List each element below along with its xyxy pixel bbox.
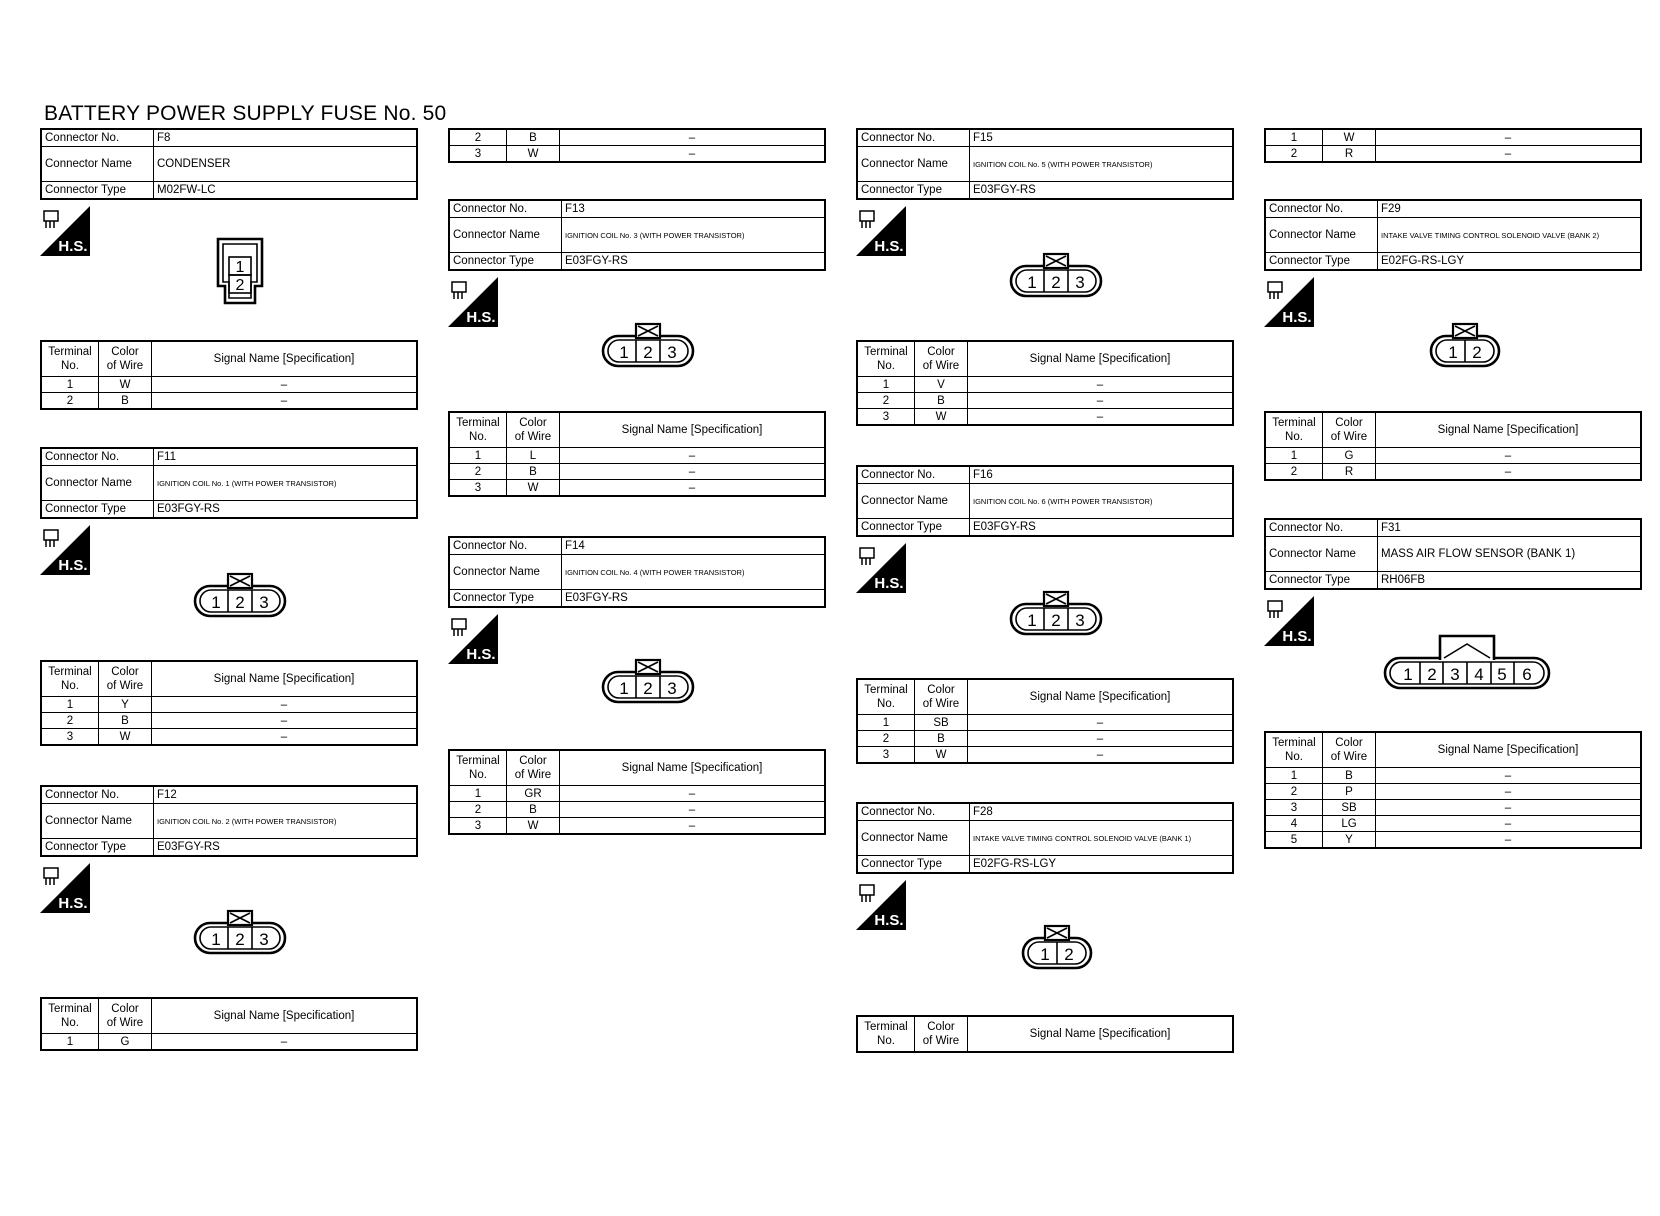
table-row: 1 W – (41, 377, 417, 393)
pin-label: 2 (1051, 273, 1061, 292)
table-row: 2 R – (1265, 464, 1641, 481)
connector-type-value: RH06FB (1378, 572, 1642, 590)
harness-side-icon (856, 880, 906, 930)
pin-label: 6 (1522, 665, 1532, 684)
pin-label: 1 (1027, 273, 1037, 292)
terminal-table (448, 411, 826, 497)
connector-info-table (856, 128, 1234, 200)
harness-side-icon (40, 863, 90, 913)
connector-no-value: F14 (562, 537, 826, 555)
connector-name-value: IGNITION COIL No. 1 (WITH POWER TRANSISTOR) (154, 466, 418, 501)
connector-block-f13 (448, 199, 826, 271)
terminal-table-f11 (40, 660, 418, 746)
pin-label: 1 (1403, 665, 1413, 684)
hs-badge-text: H.S. (58, 895, 88, 912)
connector-type-value: M02FW-LC (154, 182, 418, 200)
hs-badge-text: H.S. (58, 238, 88, 255)
terminal-table (1264, 411, 1642, 481)
connector-no-value: F13 (562, 200, 826, 218)
terminal-table-f12 (40, 997, 418, 1051)
label-connector-type: Connector Type (857, 519, 970, 537)
table-row: 3 W – (41, 729, 417, 746)
label-connector-no: Connector No. (1265, 519, 1378, 537)
connector-name-value: IGNITION COIL No. 2 (WITH POWER TRANSISTOR) (154, 804, 418, 839)
hs-badge-text: H.S. (1282, 309, 1312, 326)
connector-info-table (40, 785, 418, 857)
connector-info-table (448, 199, 826, 271)
label-connector-name: Connector Name (1265, 537, 1378, 572)
label-connector-no: Connector No. (41, 129, 154, 147)
connector-name-value: IGNITION COIL No. 6 (WITH POWER TRANSISTOR) (970, 484, 1234, 519)
connector-face-f14 (600, 656, 696, 706)
connector-block-f12 (40, 785, 418, 857)
header-terminal-no: Terminal No. (1265, 412, 1323, 448)
table-row: 1 L – (449, 448, 825, 464)
terminal-table-f15 (856, 340, 1234, 426)
connector-face-f12 (192, 907, 288, 957)
connector-face-f13 (600, 320, 696, 370)
table-row: 1 W – (1265, 129, 1641, 146)
label-connector-name: Connector Name (449, 218, 562, 253)
table-row: 2 B – (857, 393, 1233, 409)
connector-info-table (40, 128, 418, 200)
pin-label: 3 (667, 343, 677, 362)
connector-no-value: F16 (970, 466, 1234, 484)
table-row: 5 Y – (1265, 832, 1641, 849)
header-color-of-wire: Color of Wire (1323, 732, 1376, 768)
pin-label: 1 (1448, 343, 1458, 362)
connector-name-value: IGNITION COIL No. 5 (WITH POWER TRANSISTOR) (970, 147, 1234, 182)
table-row: 1 GR – (449, 786, 825, 802)
pin-label: 3 (667, 679, 677, 698)
header-color-of-wire: Color of Wire (915, 1016, 968, 1052)
header-terminal-no: Terminal No. (41, 341, 99, 377)
connector-face-f8 (215, 236, 265, 306)
table-row: 3 W – (449, 818, 825, 835)
pin-label: 3 (259, 593, 269, 612)
table-row: 2 B – (41, 713, 417, 729)
connector-block-f15 (856, 128, 1234, 200)
hs-badge-text: H.S. (1282, 628, 1312, 645)
hs-badge-text: H.S. (466, 646, 496, 663)
table-row: 3 W – (449, 146, 825, 163)
header-terminal-no: Terminal No. (41, 661, 99, 697)
header-signal-name: Signal Name [Specification] (968, 679, 1234, 715)
pin-label: 3 (259, 930, 269, 949)
terminal-table (856, 340, 1234, 426)
hs-badge-text: H.S. (874, 575, 904, 592)
label-connector-name: Connector Name (857, 821, 970, 856)
connector-type-value: E03FGY-RS (562, 590, 826, 608)
connector-info-table (1264, 518, 1642, 590)
connector-face-f15 (1008, 250, 1104, 300)
terminal-table-f14 (448, 749, 826, 835)
pin-label: 5 (1497, 665, 1507, 684)
pin-label: 1 (1040, 945, 1050, 964)
connector-face-f11 (192, 570, 288, 620)
connector-no-value: F31 (1378, 519, 1642, 537)
pin-label: 2 (235, 930, 245, 949)
pin-label: 2 (235, 593, 245, 612)
header-signal-name: Signal Name [Specification] (968, 1016, 1234, 1052)
header-signal-name: Signal Name [Specification] (1376, 732, 1642, 768)
connector-type-value: E03FGY-RS (154, 839, 418, 857)
harness-side-icon (1264, 596, 1314, 646)
connector-no-value: F28 (970, 803, 1234, 821)
label-connector-type: Connector Type (857, 856, 970, 874)
connector-name-value: IGNITION COIL No. 3 (WITH POWER TRANSISTOR) (562, 218, 826, 253)
table-row: 3 SB – (1265, 800, 1641, 816)
hs-badge-text: H.S. (874, 238, 904, 255)
connector-name-value: MASS AIR FLOW SENSOR (BANK 1) (1378, 537, 1642, 572)
connector-face-f31 (1382, 632, 1552, 692)
connector-info-table (1264, 199, 1642, 271)
table-row: 2 B – (449, 464, 825, 480)
header-color-of-wire: Color of Wire (507, 412, 560, 448)
connector-no-value: F12 (154, 786, 418, 804)
header-color-of-wire: Color of Wire (507, 750, 560, 786)
pin-label: 1 (211, 930, 221, 949)
pin-label: 3 (1450, 665, 1460, 684)
terminal-table (40, 660, 418, 746)
terminal-table (1264, 128, 1642, 163)
harness-side-icon (40, 206, 90, 256)
connector-no-value: F29 (1378, 200, 1642, 218)
header-color-of-wire: Color of Wire (99, 998, 152, 1034)
header-color-of-wire: Color of Wire (99, 341, 152, 377)
harness-side-icon (448, 614, 498, 664)
table-row: 1 G – (1265, 448, 1641, 464)
connector-no-value: F15 (970, 129, 1234, 147)
harness-side-icon (448, 277, 498, 327)
connector-name-value: INTAKE VALVE TIMING CONTROL SOLENOID VALVE (BANK 1) (970, 821, 1234, 856)
pin-label: 2 (1051, 611, 1061, 630)
table-row: 3 W – (857, 747, 1233, 764)
connector-type-value: E03FGY-RS (970, 182, 1234, 200)
table-row: 4 LG – (1265, 816, 1641, 832)
header-signal-name: Signal Name [Specification] (560, 412, 826, 448)
connector-block-f29 (1264, 199, 1642, 271)
pin-label: 2 (235, 277, 245, 294)
table-row: 2 R – (1265, 146, 1641, 163)
harness-side-icon (856, 543, 906, 593)
connector-face-f28 (1020, 922, 1094, 972)
header-color-of-wire: Color of Wire (99, 661, 152, 697)
header-terminal-no: Terminal No. (857, 341, 915, 377)
label-connector-name: Connector Name (857, 484, 970, 519)
connector-info-table (856, 802, 1234, 874)
header-color-of-wire: Color of Wire (915, 341, 968, 377)
hs-badge-text: H.S. (58, 557, 88, 574)
header-signal-name: Signal Name [Specification] (152, 341, 418, 377)
label-connector-no: Connector No. (857, 466, 970, 484)
connector-type-value: E03FGY-RS (970, 519, 1234, 537)
terminal-table (856, 678, 1234, 764)
label-connector-name: Connector Name (41, 466, 154, 501)
label-connector-no: Connector No. (449, 537, 562, 555)
table-row: 2 B – (857, 731, 1233, 747)
connector-info-table (448, 536, 826, 608)
connector-type-value: E02FG-RS-LGY (970, 856, 1234, 874)
label-connector-no: Connector No. (1265, 200, 1378, 218)
header-signal-name: Signal Name [Specification] (152, 661, 418, 697)
label-connector-name: Connector Name (1265, 218, 1378, 253)
connector-face-f29 (1428, 320, 1502, 370)
terminal-table-f16 (856, 678, 1234, 764)
label-connector-type: Connector Type (1265, 572, 1378, 590)
terminal-table-f8 (40, 340, 418, 410)
table-row: 2 B – (449, 802, 825, 818)
table-row: 1 Y – (41, 697, 417, 713)
connector-info-table (856, 465, 1234, 537)
label-connector-type: Connector Type (41, 501, 154, 519)
label-connector-type: Connector Type (1265, 253, 1378, 271)
terminal-table (448, 128, 826, 163)
pin-label: 2 (1064, 945, 1074, 964)
label-connector-no: Connector No. (41, 448, 154, 466)
pin-label: 2 (1472, 343, 1482, 362)
connector-no-value: F11 (154, 448, 418, 466)
terminal-table-f31 (1264, 731, 1642, 849)
terminal-table (40, 340, 418, 410)
connector-type-value: E03FGY-RS (562, 253, 826, 271)
label-connector-name: Connector Name (41, 804, 154, 839)
connector-name-value: INTAKE VALVE TIMING CONTROL SOLENOID VALVE (BANK 2) (1378, 218, 1642, 253)
connector-info-table (40, 447, 418, 519)
label-connector-no: Connector No. (41, 786, 154, 804)
pin-label: 3 (1075, 273, 1085, 292)
page-title: BATTERY POWER SUPPLY FUSE No. 50 (44, 102, 447, 125)
label-connector-type: Connector Type (41, 839, 154, 857)
header-color-of-wire: Color of Wire (915, 679, 968, 715)
header-terminal-no: Terminal No. (41, 998, 99, 1034)
hs-badge-text: H.S. (466, 309, 496, 326)
hs-badge-text: H.S. (874, 912, 904, 929)
label-connector-no: Connector No. (857, 129, 970, 147)
connector-block-f11 (40, 447, 418, 519)
harness-side-icon (856, 206, 906, 256)
table-row: 2 P – (1265, 784, 1641, 800)
label-connector-type: Connector Type (857, 182, 970, 200)
terminal-table (1264, 731, 1642, 849)
table-row: 1 V – (857, 377, 1233, 393)
header-signal-name: Signal Name [Specification] (152, 998, 418, 1034)
table-row: 1 SB – (857, 715, 1233, 731)
label-connector-type: Connector Type (41, 182, 154, 200)
harness-side-icon (1264, 277, 1314, 327)
pin-label: 1 (619, 343, 629, 362)
header-terminal-no: Terminal No. (449, 412, 507, 448)
table-row: 2 B – (41, 393, 417, 410)
table-row: 1 G – (41, 1034, 417, 1051)
connector-name-value: IGNITION COIL No. 4 (WITH POWER TRANSISTOR) (562, 555, 826, 590)
label-connector-name: Connector Name (857, 147, 970, 182)
connector-block-f8 (40, 128, 418, 200)
pin-label: 2 (643, 343, 653, 362)
header-terminal-no: Terminal No. (857, 679, 915, 715)
header-terminal-no: Terminal No. (1265, 732, 1323, 768)
connector-type-value: E03FGY-RS (154, 501, 418, 519)
connector-block-f31 (1264, 518, 1642, 590)
header-signal-name: Signal Name [Specification] (1376, 412, 1642, 448)
pin-label: 2 (1427, 665, 1437, 684)
header-signal-name: Signal Name [Specification] (968, 341, 1234, 377)
connector-type-value: E02FG-RS-LGY (1378, 253, 1642, 271)
header-terminal-no: Terminal No. (857, 1016, 915, 1052)
header-terminal-no: Terminal No. (449, 750, 507, 786)
terminal-table (856, 1015, 1234, 1053)
connector-no-value: F8 (154, 129, 418, 147)
label-connector-type: Connector Type (449, 253, 562, 271)
connector-name-value: CONDENSER (154, 147, 418, 182)
pin-label: 3 (1075, 611, 1085, 630)
header-color-of-wire: Color of Wire (1323, 412, 1376, 448)
pin-label: 1 (235, 259, 245, 276)
connector-block-f14 (448, 536, 826, 608)
pin-label: 1 (211, 593, 221, 612)
pin-label: 2 (643, 679, 653, 698)
terminal-table (40, 997, 418, 1051)
connector-face-f16 (1008, 588, 1104, 638)
terminal-table-f28-continued (1264, 128, 1642, 163)
terminal-table-f29 (1264, 411, 1642, 481)
label-connector-type: Connector Type (449, 590, 562, 608)
pin-label: 1 (619, 679, 629, 698)
label-connector-no: Connector No. (449, 200, 562, 218)
label-connector-name: Connector Name (41, 147, 154, 182)
terminal-table-f12-continued (448, 128, 826, 163)
table-row: 3 W – (857, 409, 1233, 426)
harness-side-icon (40, 525, 90, 575)
table-row: 3 W – (449, 480, 825, 497)
table-row: 1 B – (1265, 768, 1641, 784)
connector-block-f28 (856, 802, 1234, 874)
terminal-table-f28 (856, 1015, 1234, 1053)
terminal-table (448, 749, 826, 835)
terminal-table-f13 (448, 411, 826, 497)
pin-label: 4 (1474, 665, 1484, 684)
table-row: 2 B – (449, 129, 825, 146)
connector-block-f16 (856, 465, 1234, 537)
label-connector-name: Connector Name (449, 555, 562, 590)
pin-label: 1 (1027, 611, 1037, 630)
header-signal-name: Signal Name [Specification] (560, 750, 826, 786)
label-connector-no: Connector No. (857, 803, 970, 821)
